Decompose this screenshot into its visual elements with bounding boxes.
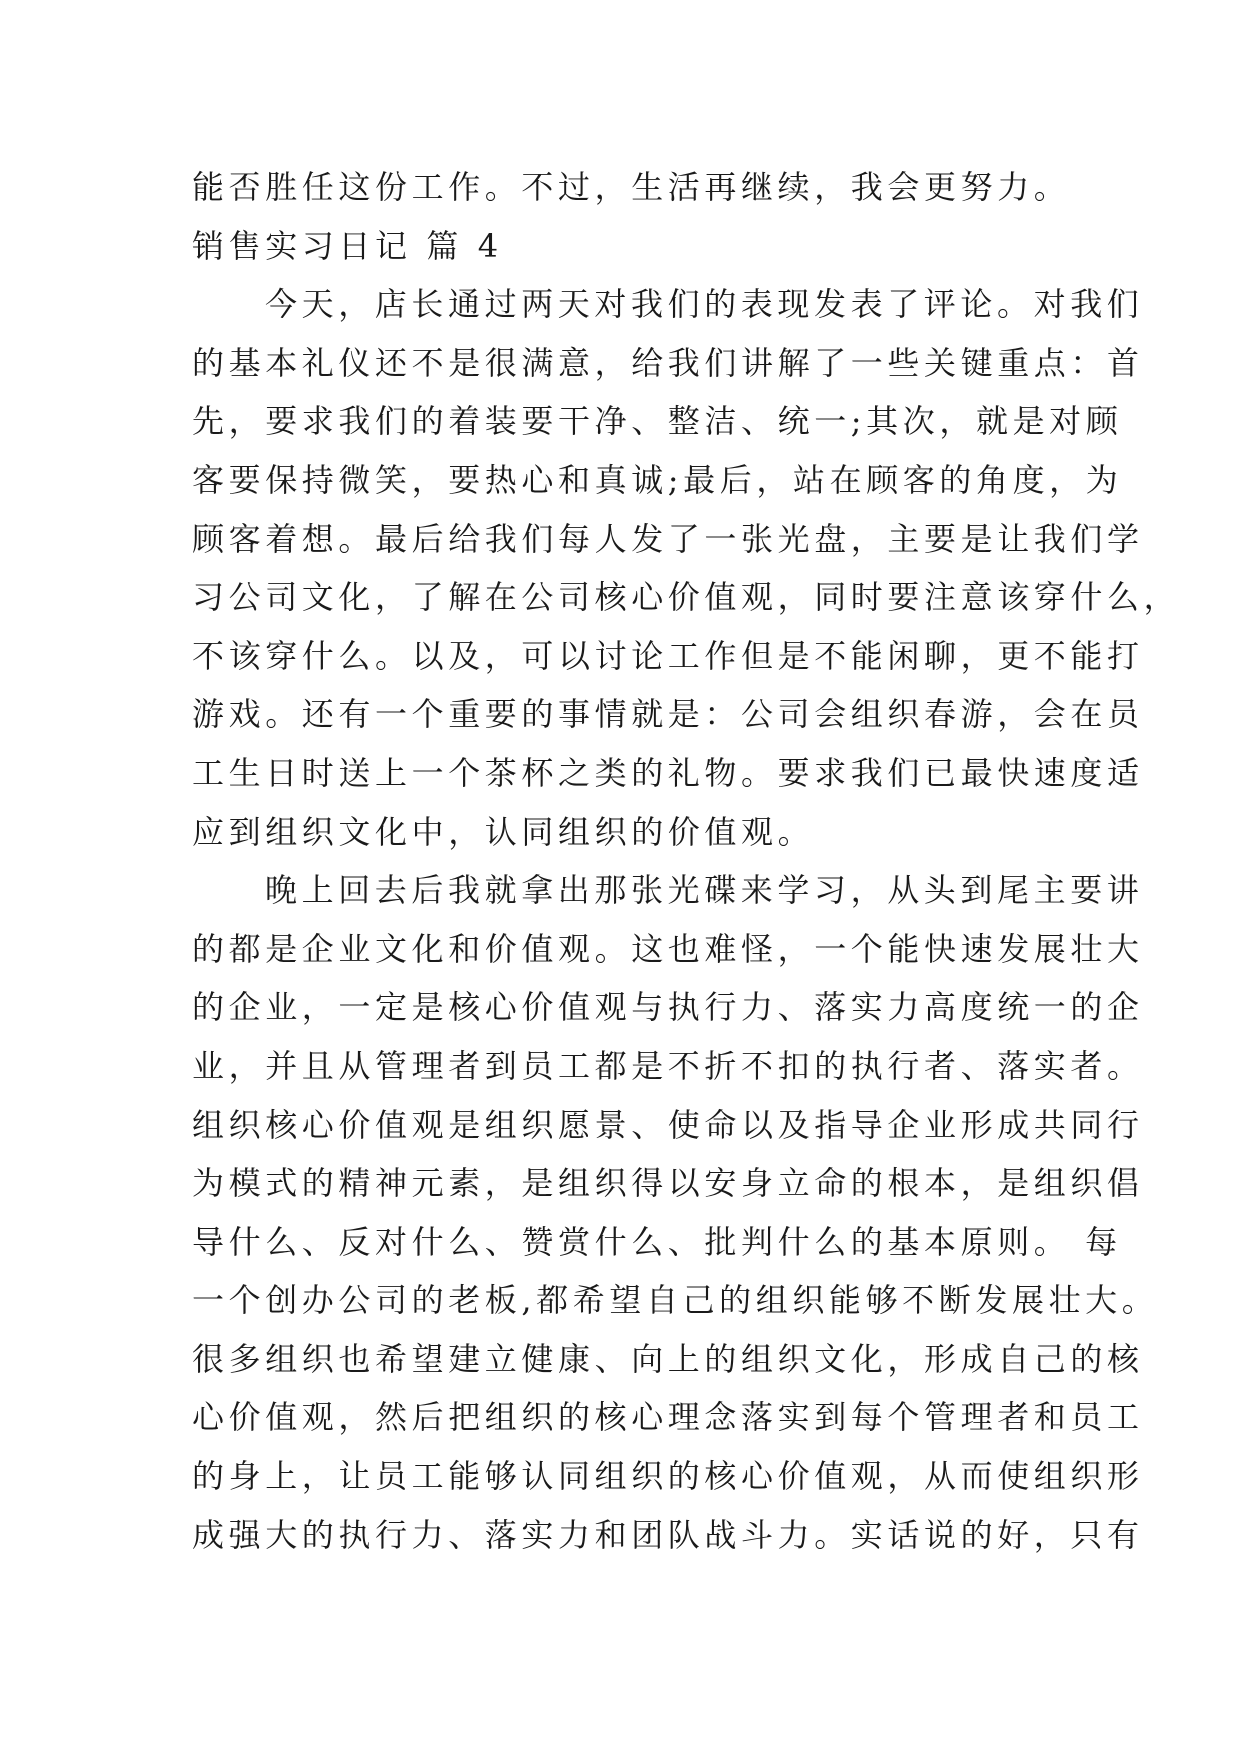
section-heading: 销售实习日记 篇 4	[192, 226, 503, 265]
paragraph-line: 先，要求我们的着装要干净、整洁、统一;其次，就是对顾	[192, 402, 1123, 441]
paragraph-1	[192, 275, 1181, 861]
paragraph-line: 的企业，一定是核心价值观与执行力、落实力高度统一的企	[192, 988, 1144, 1027]
paragraph-line: 业，并且从管理者到员工都是不折不扣的执行者、落实者。	[192, 1046, 1144, 1085]
paragraph-line: 顾客着想。最后给我们每人发了一张光盘，主要是让我们学	[192, 519, 1144, 558]
paragraph-line: 的基本礼仪还不是很满意，给我们讲解了一些关键重点：首	[192, 343, 1144, 382]
continuation-line: 能否胜任这份工作。不过，生活再继续，我会更努力。	[192, 168, 1071, 206]
paragraph-line: 导什么、反对什么、赞赏什么、批判什么的基本原则。 每	[192, 1222, 1122, 1261]
paragraph-line: 晚上回去后我就拿出那张光碟来学习，从头到尾主要讲	[265, 871, 1144, 910]
paragraph-line: 很多组织也希望建立健康、向上的组织文化，形成自己的核	[192, 1339, 1144, 1378]
paragraph-line: 成强大的执行力、落实力和团队战斗力。实话说的好，只有	[192, 1515, 1144, 1554]
paragraph-line: 心价值观，然后把组织的核心理念落实到每个管理者和员工	[192, 1398, 1144, 1437]
paragraph-line: 工生日时送上一个茶杯之类的礼物。要求我们已最快速度适	[192, 753, 1144, 792]
paragraph-line: 组织核心价值观是组织愿景、使命以及指导企业形成共同行	[192, 1105, 1144, 1144]
paragraph-line: 习公司文化，了解在公司核心价值观，同时要注意该穿什么，	[192, 578, 1181, 617]
paragraph-line: 今天，店长通过两天对我们的表现发表了评论。对我们	[265, 285, 1144, 324]
paragraph-line: 不该穿什么。以及，可以讨论工作但是不能闲聊，更不能打	[192, 636, 1144, 675]
paragraph-line: 的都是企业文化和价值观。这也难怪，一个能快速发展壮大	[192, 929, 1144, 968]
paragraph-line: 客要保持微笑，要热心和真诚;最后，站在顾客的角度，为	[192, 460, 1123, 499]
paragraph-2	[192, 861, 1159, 1564]
paragraph-line: 为模式的精神元素，是组织得以安身立命的根本，是组织倡	[192, 1164, 1144, 1203]
paragraph-line: 一个创办公司的老板,都希望自己的组织能够不断发展壮大。	[192, 1281, 1159, 1320]
paragraph-line: 应到组织文化中，认同组织的价值观。	[192, 812, 815, 851]
paragraph-line: 的身上，让员工能够认同组织的核心价值观，从而使组织形	[192, 1457, 1144, 1496]
document-body	[192, 158, 1181, 1564]
paragraph-line: 游戏。还有一个重要的事情就是：公司会组织春游，会在员	[192, 695, 1144, 734]
